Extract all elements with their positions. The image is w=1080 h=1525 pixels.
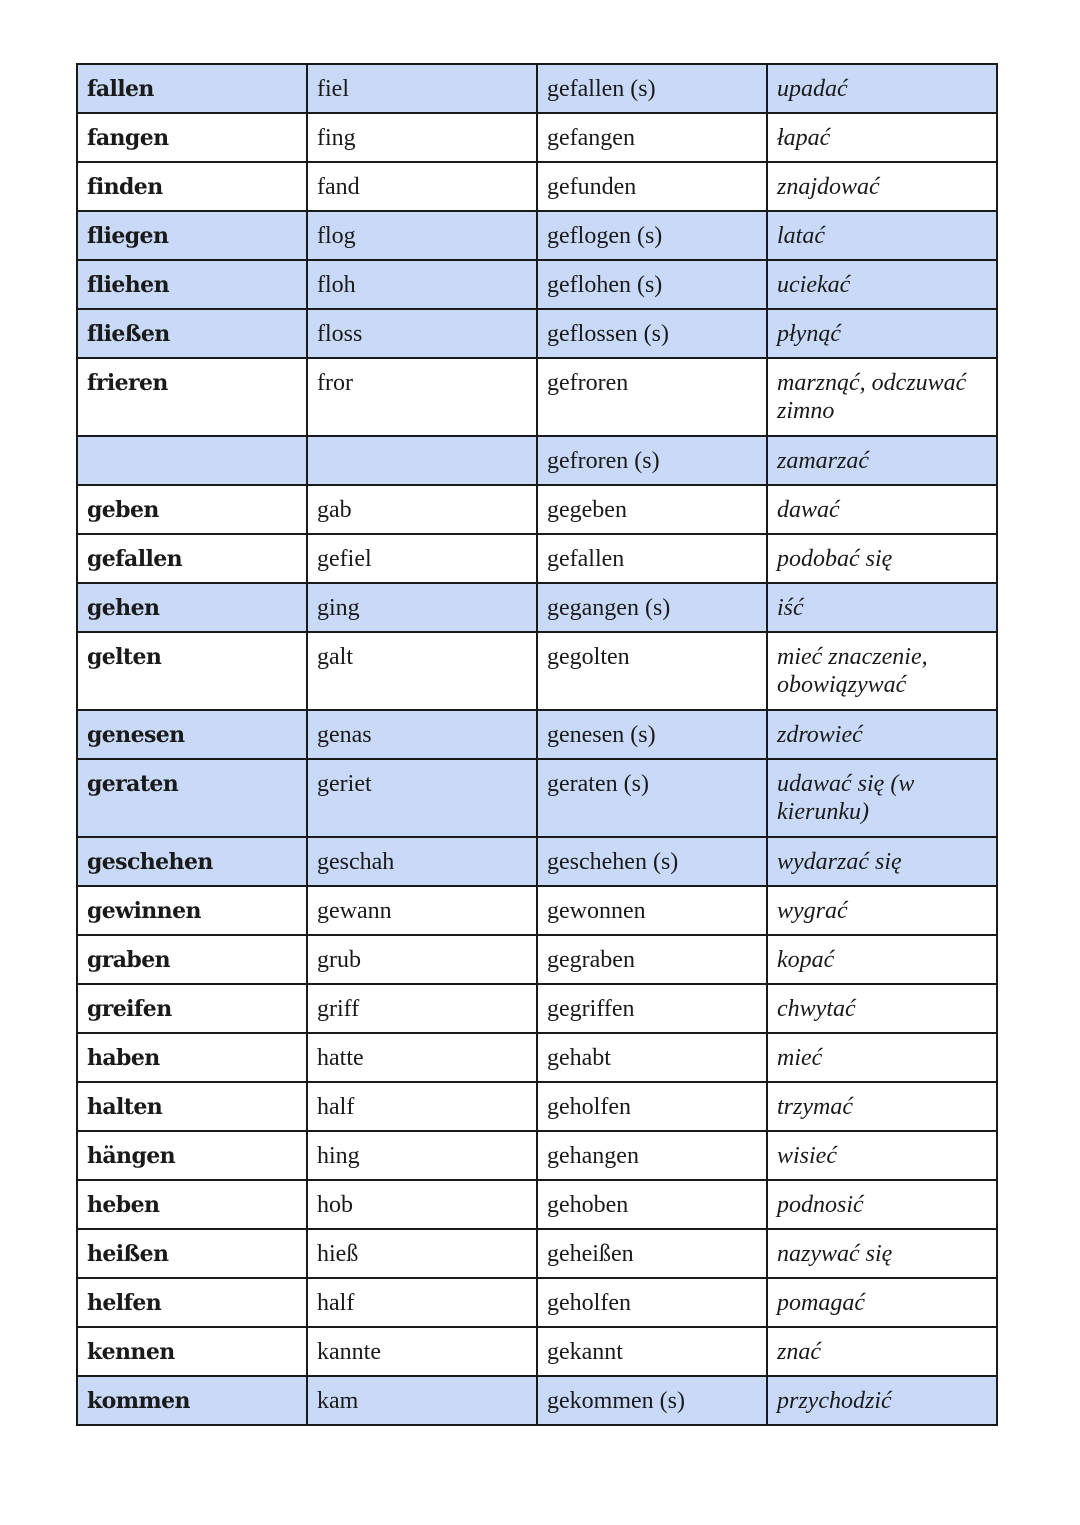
- preterite-cell: galt: [307, 632, 537, 710]
- participle-cell: gegolten: [537, 632, 767, 710]
- infinitive-cell: greifen: [77, 984, 307, 1033]
- preterite-cell: kannte: [307, 1327, 537, 1376]
- infinitive-cell: hängen: [77, 1131, 307, 1180]
- table-row: [77, 759, 997, 837]
- table-row: [77, 935, 997, 984]
- infinitive-cell: [77, 436, 307, 485]
- participle-cell: gefallen: [537, 534, 767, 583]
- preterite-cell: ging: [307, 583, 537, 632]
- table-row: [77, 534, 997, 583]
- infinitive-cell: heben: [77, 1180, 307, 1229]
- participle-cell: gegriffen: [537, 984, 767, 1033]
- infinitive-cell: fließen: [77, 309, 307, 358]
- translation-cell: wisieć: [767, 1131, 997, 1180]
- translation-cell: kopać: [767, 935, 997, 984]
- participle-cell: geflogen (s): [537, 211, 767, 260]
- translation-cell: pomagać: [767, 1278, 997, 1327]
- table-row: [77, 1131, 997, 1180]
- translation-cell: iść: [767, 583, 997, 632]
- table-row: [77, 984, 997, 1033]
- participle-cell: gehoben: [537, 1180, 767, 1229]
- participle-cell: gefroren: [537, 358, 767, 436]
- participle-cell: geflossen (s): [537, 309, 767, 358]
- preterite-cell: fing: [307, 113, 537, 162]
- participle-cell: geflohen (s): [537, 260, 767, 309]
- translation-cell: udawać się (w kierunku): [767, 759, 997, 837]
- translation-cell: wygrać: [767, 886, 997, 935]
- infinitive-cell: frieren: [77, 358, 307, 436]
- translation-cell: znać: [767, 1327, 997, 1376]
- table-row: [77, 1376, 997, 1425]
- table-row: [77, 485, 997, 534]
- translation-cell: mieć: [767, 1033, 997, 1082]
- preterite-cell: [307, 436, 537, 485]
- table-row: [77, 837, 997, 886]
- translation-cell: wydarzać się: [767, 837, 997, 886]
- participle-cell: genesen (s): [537, 710, 767, 759]
- preterite-cell: half: [307, 1082, 537, 1131]
- infinitive-cell: geschehen: [77, 837, 307, 886]
- translation-cell: chwytać: [767, 984, 997, 1033]
- table-row: [77, 309, 997, 358]
- preterite-cell: geschah: [307, 837, 537, 886]
- participle-cell: gefroren (s): [537, 436, 767, 485]
- translation-cell: uciekać: [767, 260, 997, 309]
- table-row: [77, 1229, 997, 1278]
- infinitive-cell: graben: [77, 935, 307, 984]
- participle-cell: gekommen (s): [537, 1376, 767, 1425]
- preterite-cell: fror: [307, 358, 537, 436]
- table-row: [77, 358, 997, 436]
- infinitive-cell: geraten: [77, 759, 307, 837]
- participle-cell: gegraben: [537, 935, 767, 984]
- table-row: [77, 113, 997, 162]
- preterite-cell: half: [307, 1278, 537, 1327]
- infinitive-cell: heißen: [77, 1229, 307, 1278]
- participle-cell: geholfen: [537, 1082, 767, 1131]
- infinitive-cell: finden: [77, 162, 307, 211]
- table-row: [77, 162, 997, 211]
- infinitive-cell: geben: [77, 485, 307, 534]
- translation-cell: latać: [767, 211, 997, 260]
- translation-cell: mieć znaczenie, obowiązywać: [767, 632, 997, 710]
- participle-cell: geschehen (s): [537, 837, 767, 886]
- table-row: [77, 211, 997, 260]
- translation-cell: zdrowieć: [767, 710, 997, 759]
- translation-cell: płynąć: [767, 309, 997, 358]
- preterite-cell: flog: [307, 211, 537, 260]
- participle-cell: gefunden: [537, 162, 767, 211]
- preterite-cell: kam: [307, 1376, 537, 1425]
- preterite-cell: fiel: [307, 64, 537, 113]
- preterite-cell: hatte: [307, 1033, 537, 1082]
- table-row: [77, 1082, 997, 1131]
- participle-cell: geholfen: [537, 1278, 767, 1327]
- participle-cell: gefangen: [537, 113, 767, 162]
- table-row: [77, 1278, 997, 1327]
- preterite-cell: hing: [307, 1131, 537, 1180]
- translation-cell: łapać: [767, 113, 997, 162]
- infinitive-cell: haben: [77, 1033, 307, 1082]
- preterite-cell: griff: [307, 984, 537, 1033]
- preterite-cell: hob: [307, 1180, 537, 1229]
- preterite-cell: geriet: [307, 759, 537, 837]
- translation-cell: podnosić: [767, 1180, 997, 1229]
- preterite-cell: gefiel: [307, 534, 537, 583]
- translation-cell: nazywać się: [767, 1229, 997, 1278]
- participle-cell: geraten (s): [537, 759, 767, 837]
- infinitive-cell: fallen: [77, 64, 307, 113]
- preterite-cell: grub: [307, 935, 537, 984]
- participle-cell: gegeben: [537, 485, 767, 534]
- infinitive-cell: fangen: [77, 113, 307, 162]
- participle-cell: gekannt: [537, 1327, 767, 1376]
- participle-cell: geheißen: [537, 1229, 767, 1278]
- participle-cell: gegangen (s): [537, 583, 767, 632]
- infinitive-cell: gelten: [77, 632, 307, 710]
- translation-cell: marznąć, odczuwać zimno: [767, 358, 997, 436]
- infinitive-cell: kennen: [77, 1327, 307, 1376]
- translation-cell: upadać: [767, 64, 997, 113]
- preterite-cell: hieß: [307, 1229, 537, 1278]
- participle-cell: gehabt: [537, 1033, 767, 1082]
- infinitive-cell: kommen: [77, 1376, 307, 1425]
- translation-cell: trzymać: [767, 1082, 997, 1131]
- table-row: [77, 710, 997, 759]
- infinitive-cell: helfen: [77, 1278, 307, 1327]
- translation-cell: podobać się: [767, 534, 997, 583]
- preterite-cell: genas: [307, 710, 537, 759]
- participle-cell: gehangen: [537, 1131, 767, 1180]
- infinitive-cell: halten: [77, 1082, 307, 1131]
- table-row: [77, 436, 997, 485]
- participle-cell: gefallen (s): [537, 64, 767, 113]
- translation-cell: zamarzać: [767, 436, 997, 485]
- verb-table: [76, 63, 998, 1426]
- table-row: [77, 1033, 997, 1082]
- infinitive-cell: fliegen: [77, 211, 307, 260]
- participle-cell: gewonnen: [537, 886, 767, 935]
- table-row: [77, 1327, 997, 1376]
- infinitive-cell: gewinnen: [77, 886, 307, 935]
- preterite-cell: floh: [307, 260, 537, 309]
- table-row: [77, 583, 997, 632]
- table-row: [77, 64, 997, 113]
- verb-table-body: [77, 64, 997, 1425]
- translation-cell: przychodzić: [767, 1376, 997, 1425]
- table-row: [77, 886, 997, 935]
- table-row: [77, 632, 997, 710]
- preterite-cell: gab: [307, 485, 537, 534]
- infinitive-cell: fliehen: [77, 260, 307, 309]
- translation-cell: znajdować: [767, 162, 997, 211]
- preterite-cell: gewann: [307, 886, 537, 935]
- preterite-cell: fand: [307, 162, 537, 211]
- preterite-cell: floss: [307, 309, 537, 358]
- table-row: [77, 1180, 997, 1229]
- table-row: [77, 260, 997, 309]
- infinitive-cell: genesen: [77, 710, 307, 759]
- translation-cell: dawać: [767, 485, 997, 534]
- infinitive-cell: gehen: [77, 583, 307, 632]
- infinitive-cell: gefallen: [77, 534, 307, 583]
